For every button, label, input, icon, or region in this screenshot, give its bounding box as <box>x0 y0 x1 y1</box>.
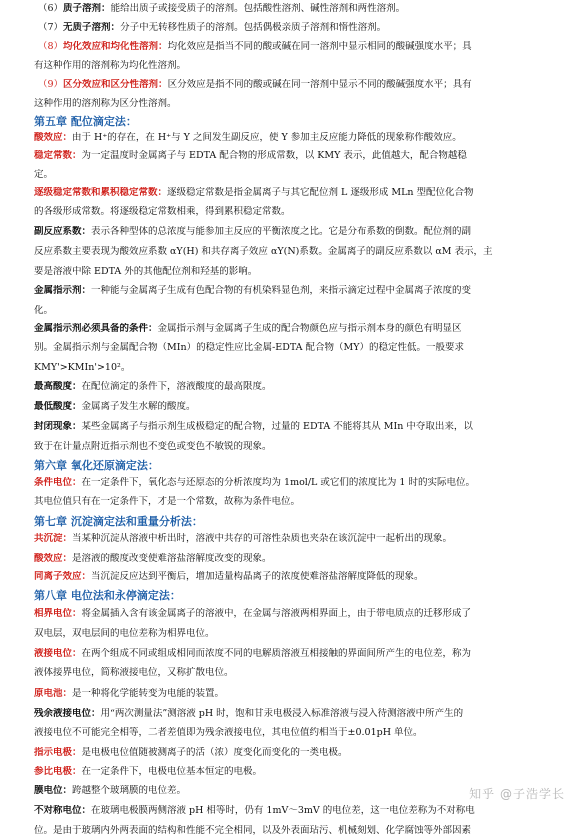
definition-text: 分子中无转移性质子的溶剂。包括偶极亲质子溶剂和惰性溶剂。 <box>120 22 387 33</box>
definition-line <box>34 323 546 335</box>
definition-text: 金属离子发生水解的酸度。 <box>81 401 196 412</box>
definition-text: 用“两次测量法”测溶液 pH 时，饱和甘汞电极浸入标准溶液与浸入待测溶液中所产生的 <box>100 708 464 719</box>
definition-line <box>34 608 546 620</box>
chapter-heading: 第六章 氧化还原滴定法： <box>34 459 159 472</box>
paragraph-continuation: KMY'>KMIn'>10²。 <box>34 362 131 373</box>
definition-term: 酸效应： <box>34 553 73 564</box>
definition-term: 相界电位： <box>34 608 82 619</box>
definition-term: 无质子溶剂： <box>63 22 121 33</box>
definition-text: 在配位滴定的条件下，溶液酸度的最高限度。 <box>81 381 272 392</box>
paragraph-continuation: 液体接界电位，简称液接电位，又称扩散电位。 <box>34 667 234 678</box>
paragraph-continuation: 这种作用的溶剂称为区分性溶剂。 <box>34 98 177 109</box>
definition-line <box>34 648 546 660</box>
definition-line <box>34 401 546 413</box>
definition-line <box>34 708 546 720</box>
definition-term: 金属指示剂： <box>34 285 92 296</box>
definition-term: 残余液接电位： <box>34 708 101 719</box>
definition-line <box>34 381 546 393</box>
definition-line <box>38 79 550 91</box>
paragraph-continuation: 液接电位不可能完全相等，二者差值即为残余液接电位，其电位值约相当于±0.01pH 单位。 <box>34 727 423 738</box>
definition-text: 金属指示剂与金属离子生成的配合物颜色应与指示剂本身的颜色有明显区 <box>157 323 462 334</box>
definition-text: 在两个组成不同或组成相同而浓度不同的电解质溶液互相接触的界面间所产生的电位差，称为 <box>81 648 472 659</box>
paragraph-continuation: 其电位值只有在一定条件下，才是一个常数，故称为条件电位。 <box>34 496 301 507</box>
definition-term: 条件电位： <box>34 477 82 488</box>
definition-term: 膜电位： <box>34 785 73 796</box>
item-number: （8） <box>38 41 64 52</box>
definition-line <box>38 22 550 34</box>
definition-text: 在一定条件下，氧化态与还原态的分析浓度均为 1mol/L 或它们的浓度比为 1 时的实际电位。 <box>81 477 475 488</box>
paragraph-continuation: 的各级形成常数。将逐级稳定常数相乘，得到累积稳定常数。 <box>34 206 291 217</box>
paragraph-continuation: 反应系数主要表现为酸效应系数 αY(H) 和共存离子效应 αY(N)系数。金属离子的副反应系数以 αM 表示，主 <box>34 246 493 257</box>
definition-term: 逐级稳定常数和累积稳定常数： <box>34 187 168 198</box>
definition-term: 酸效应： <box>34 132 73 143</box>
definition-line <box>34 766 546 778</box>
paragraph-continuation: 致于在计量点附近指示剂也不变色或变色不敏锐的现象。 <box>34 441 272 452</box>
definition-line <box>34 747 546 759</box>
definition-text: 在一定条件下，电极电位基本恒定的电极。 <box>81 766 263 777</box>
definition-term: 稳定常数： <box>34 150 82 161</box>
definition-text: 是一种将化学能转变为电能的装置。 <box>72 688 225 699</box>
definition-line <box>34 150 546 162</box>
definition-term: 副反应系数： <box>34 226 92 237</box>
paragraph-continuation: 化。 <box>34 305 54 316</box>
definition-line <box>34 688 546 700</box>
definition-line <box>34 421 546 433</box>
definition-line <box>34 477 546 489</box>
definition-text: 当某种沉淀从溶液中析出时，溶液中共存的可溶性杂质也夹杂在该沉淀中一起析出的现象。 <box>72 533 453 544</box>
definition-text: 当沉淀反应达到平衡后，增加适量构晶离子的浓度使难溶盐溶解度降低的现象。 <box>91 571 424 582</box>
definition-term: 指示电极： <box>34 747 82 758</box>
paragraph-continuation: 有这种作用的溶剂称为均化性溶剂。 <box>34 60 187 71</box>
definition-text: 将金属插入含有该金属离子的溶液中，在金属与溶液两相界面上，由于带电质点的迁移形成了 <box>81 608 472 619</box>
definition-line <box>38 3 550 15</box>
watermark: 知乎 @子浩学长 <box>469 787 565 801</box>
item-number: （7） <box>38 22 64 33</box>
definition-term: 质子溶剂： <box>63 3 111 14</box>
definition-text: 由于 H⁺的存在，在 H⁺与 Y 之间发生副反应，使 Y 参加主反应能力降低的现象称作酸效应。 <box>72 132 462 143</box>
definition-line <box>34 571 546 583</box>
definition-line <box>34 285 546 297</box>
definition-line <box>38 41 550 53</box>
definition-term: 同离子效应： <box>34 571 92 582</box>
definition-text: 表示各种型体的总浓度与能参加主反应的平衡浓度之比。它是分布系数的倒数。配位剂的副 <box>91 226 472 237</box>
definition-term: 最高酸度： <box>34 381 82 392</box>
paragraph-continuation: 位。是由于玻璃内外两表面的结构和性能不完全相同，以及外表面玷污、机械刻划、化学腐蚀等外部因素 <box>34 825 472 836</box>
definition-text: 逐级稳定常数是指金属离子与其它配位剂 L 逐级形成 MLn 型配位化合物 <box>167 187 474 198</box>
paragraph-continuation: 双电层，双电层间的电位差称为相界电位。 <box>34 628 215 639</box>
definition-text: 是溶液的酸度改变使难溶盐溶解度改变的现象。 <box>72 553 272 564</box>
definition-term: 区分效应和区分性溶剂： <box>63 79 168 90</box>
definition-term: 均化效应和均化性溶剂： <box>63 41 168 52</box>
definition-text: 某些金属离子与指示剂生成极稳定的配合物，过量的 EDTA 不能将其从 MIn 中夺取出来，以 <box>81 421 473 432</box>
definition-term: 共沉淀： <box>34 533 73 544</box>
paragraph-continuation: 别。金属指示剂与金属配合物（MIn）的稳定性应比金属-EDTA 配合物（MY）的稳定性低。一般要求 <box>34 342 465 353</box>
definition-text: 一种能与金属离子生成有色配合物的有机染料显色剂，来指示滴定过程中金属离子浓度的变 <box>91 285 472 296</box>
definition-line <box>34 187 546 199</box>
definition-line <box>34 226 546 238</box>
chapter-heading: 第七章 沉淀滴定法和重量分析法： <box>34 515 203 528</box>
definition-line <box>34 553 546 565</box>
item-number: （6） <box>38 3 64 14</box>
definition-line <box>34 132 546 144</box>
paragraph-continuation: 要是溶液中除 EDTA 外的其他配位剂和羟基的影响。 <box>34 266 258 277</box>
definition-line <box>34 533 546 545</box>
definition-text: 能给出质子或接受质子的溶剂。包括酸性溶剂、碱性溶剂和两性溶剂。 <box>110 3 406 14</box>
definition-term: 原电池： <box>34 688 73 699</box>
definition-text: 为一定温度时金属离子与 EDTA 配合物的形成常数，以 KMY 表示，此值越大，配合物越稳 <box>81 150 467 161</box>
definition-term: 最低酸度： <box>34 401 82 412</box>
definition-term: 不对称电位： <box>34 805 92 816</box>
item-number: （9） <box>38 79 64 90</box>
definition-term: 金属指示剂必须具备的条件： <box>34 323 158 334</box>
definition-text: 在玻璃电极膜两侧溶液 pH 相等时，仍有 1mV～3mV 的电位差，这一电位差称为不对称电 <box>91 805 475 816</box>
definition-term: 液接电位： <box>34 648 82 659</box>
definition-text: 是电极电位值随被测离子的活（浓）度变化而变化的一类电极。 <box>81 747 348 758</box>
definition-term: 参比电极： <box>34 766 82 777</box>
definition-term: 封闭现象： <box>34 421 82 432</box>
definition-line <box>34 805 546 817</box>
chapter-heading: 第五章 配位滴定法： <box>34 115 137 128</box>
definition-text: 均化效应是指当不同的酸或碱在同一溶剂中显示相同的酸碱强度水平；具 <box>167 41 472 52</box>
chapter-heading: 第八章 电位法和永停滴定法： <box>34 589 181 602</box>
paragraph-continuation: 定。 <box>34 169 54 180</box>
definition-text: 区分效应是指不同的酸或碱在同一溶剂中显示不同的酸碱强度水平；具有 <box>167 79 472 90</box>
definition-text: 跨越整个玻璃膜的电位差。 <box>72 785 187 796</box>
